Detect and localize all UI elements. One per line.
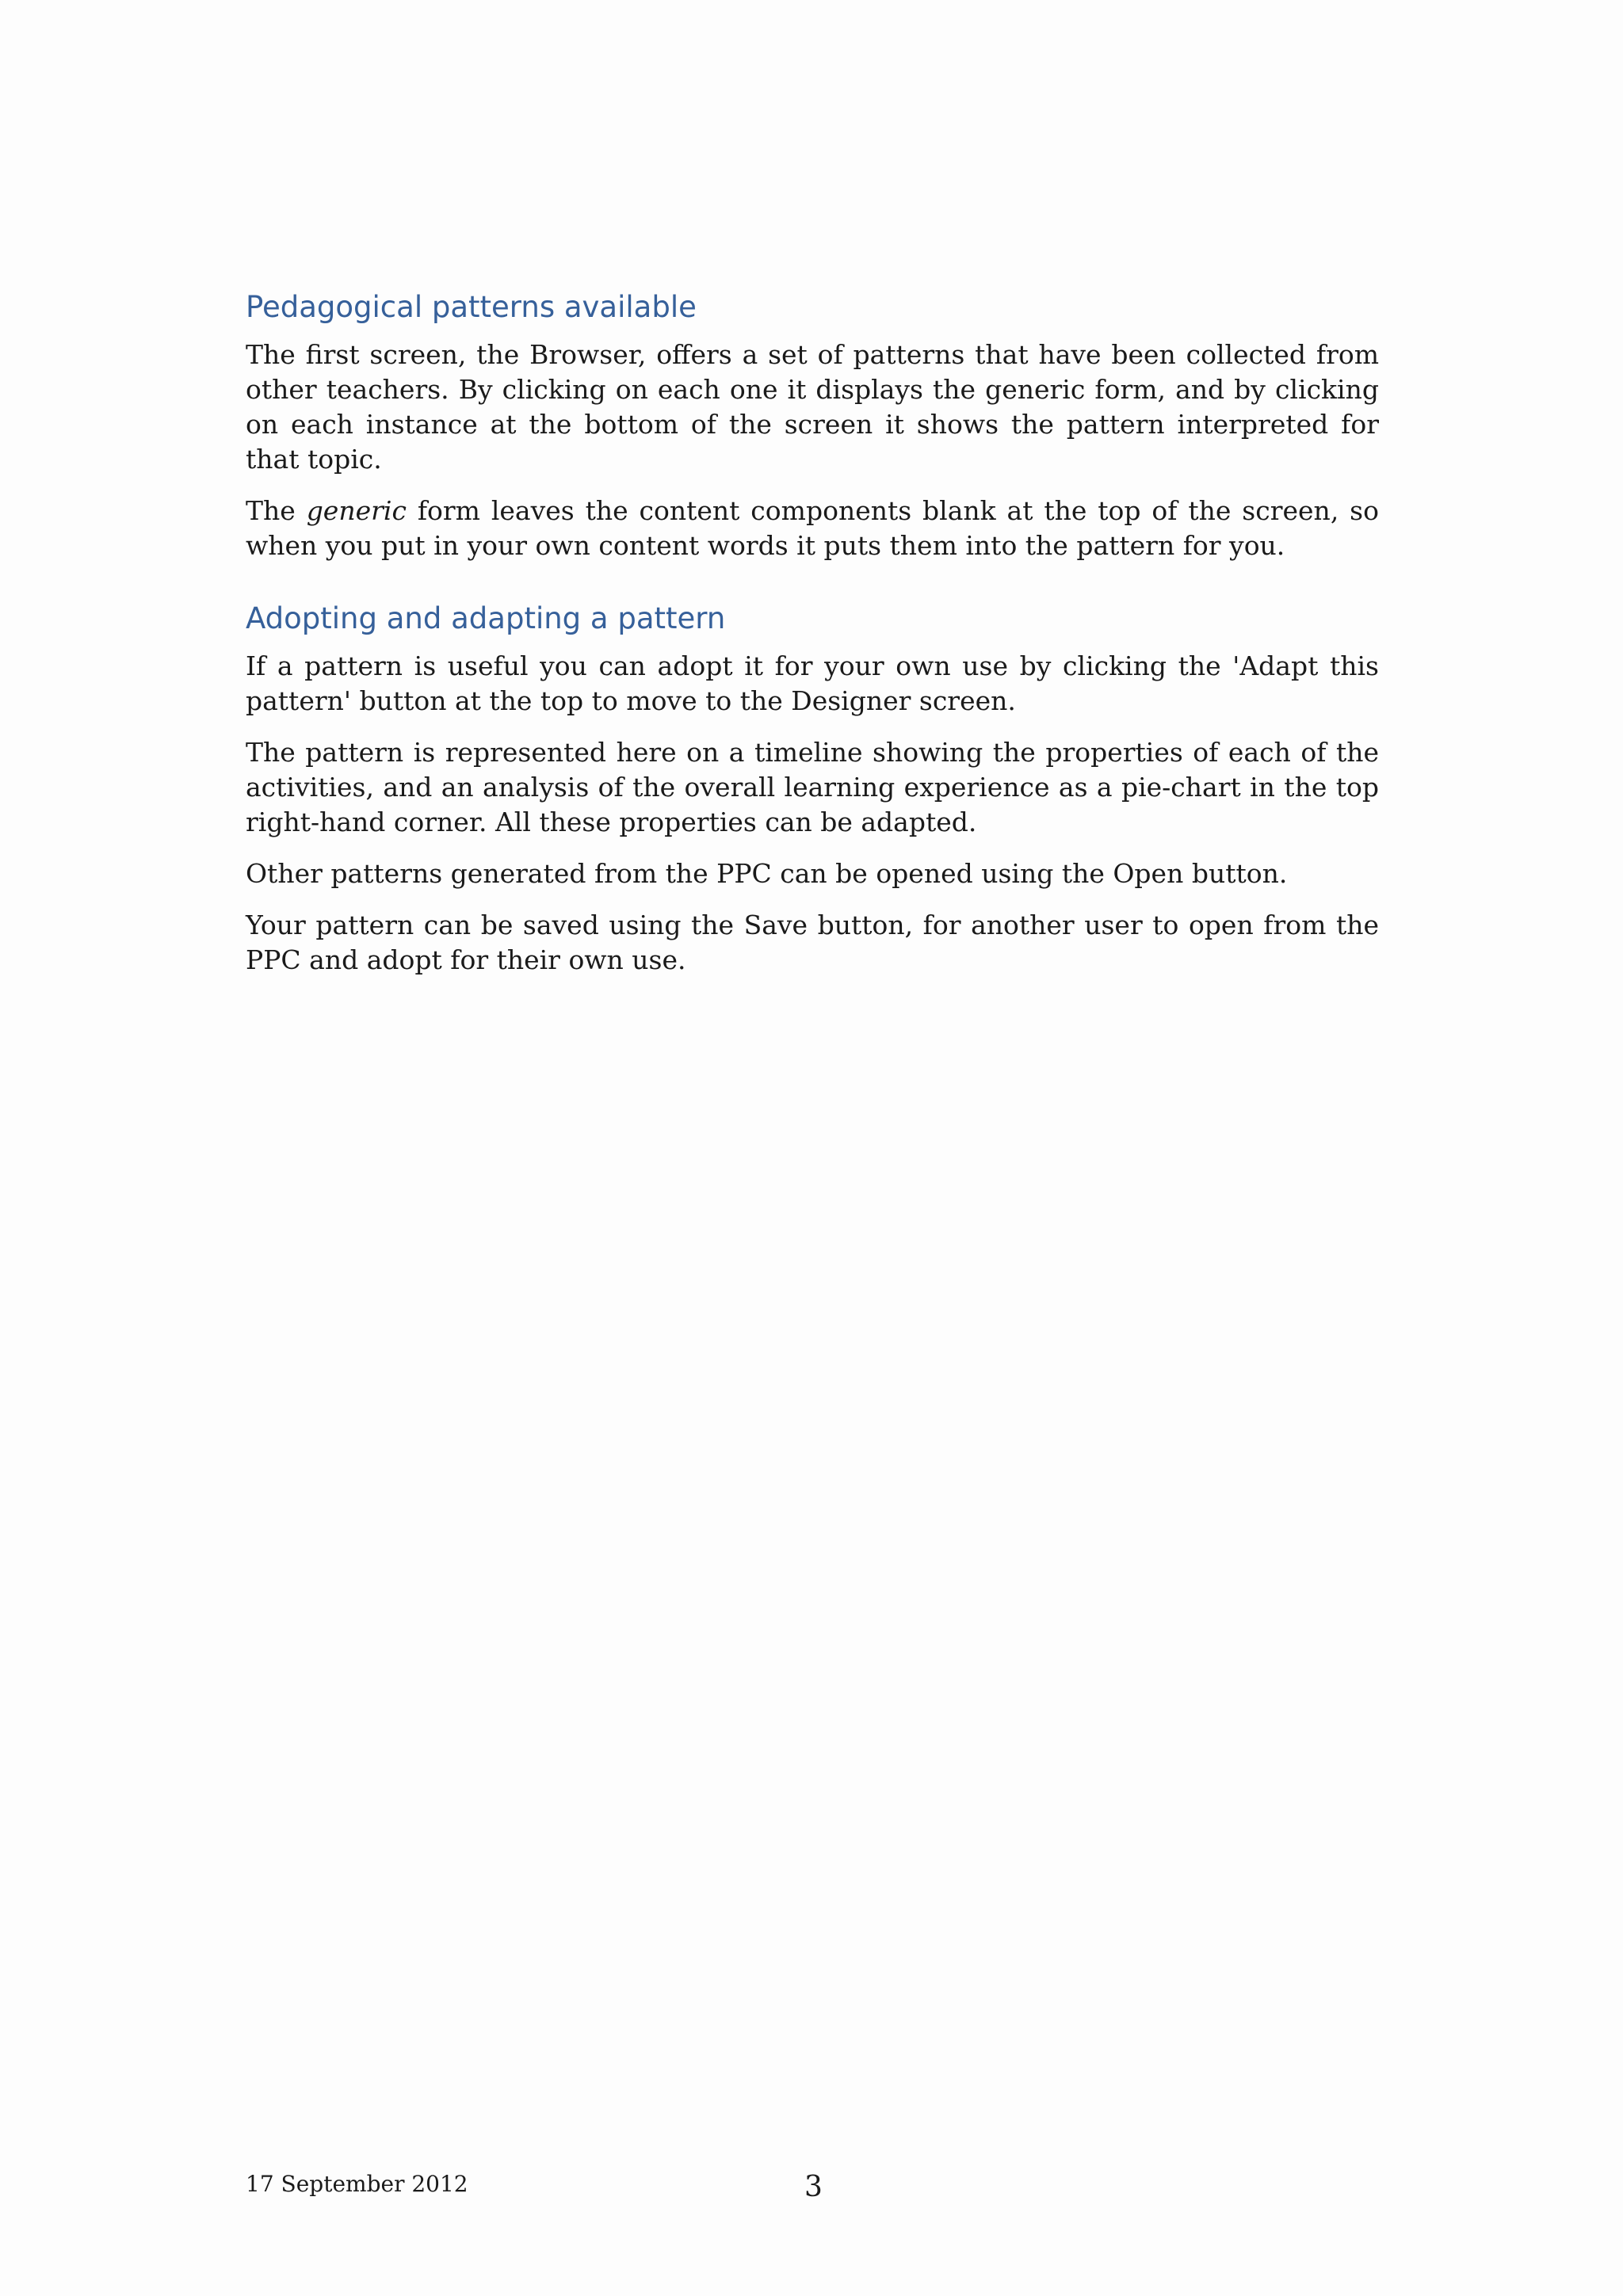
page-content	[246, 285, 1379, 994]
paragraph-generic-suffix: form leaves the content components blank at the top of the screen, so when you put in your own content words it puts them into the pattern for you.	[246, 495, 1379, 561]
paragraph-generic-form	[246, 494, 1379, 563]
paragraph-save: Your pattern can be saved using the Save button, for another user to open from the PPC and adopt for their own use.	[246, 910, 1379, 975]
page-number: 3	[804, 2171, 823, 2203]
paragraph-timeline: The pattern is represented here on a timeline showing the properties of each of the activities, and an analysis of the overall learning experience as a pie-chart in the top right-hand corner. All these properties can be adapted.	[246, 737, 1379, 837]
paragraph-adopt: If a pattern is useful you can adopt it for your own use by clicking the 'Adapt this pattern' button at the top to move to the Designer screen.	[246, 650, 1379, 716]
paragraph-generic-emphasis: generic	[306, 495, 407, 526]
section-heading-adopting-adapting: Adopting and adapting a pattern	[246, 601, 726, 635]
paragraph-browser: The first screen, the Browser, offers a set of patterns that have been collected from other teachers. By clicking on each one it displays the generic form, and by clicking on each instance at the bottom of the screen it shows the pattern interpreted for that topic.	[246, 339, 1379, 475]
paragraph-open: Other patterns generated from the PPC can be opened using the Open button.	[246, 858, 1288, 889]
paragraph-generic-prefix: The	[246, 495, 307, 526]
footer-date: 17 September 2012	[246, 2171, 468, 2197]
section-heading-patterns-available: Pedagogical patterns available	[246, 290, 697, 324]
